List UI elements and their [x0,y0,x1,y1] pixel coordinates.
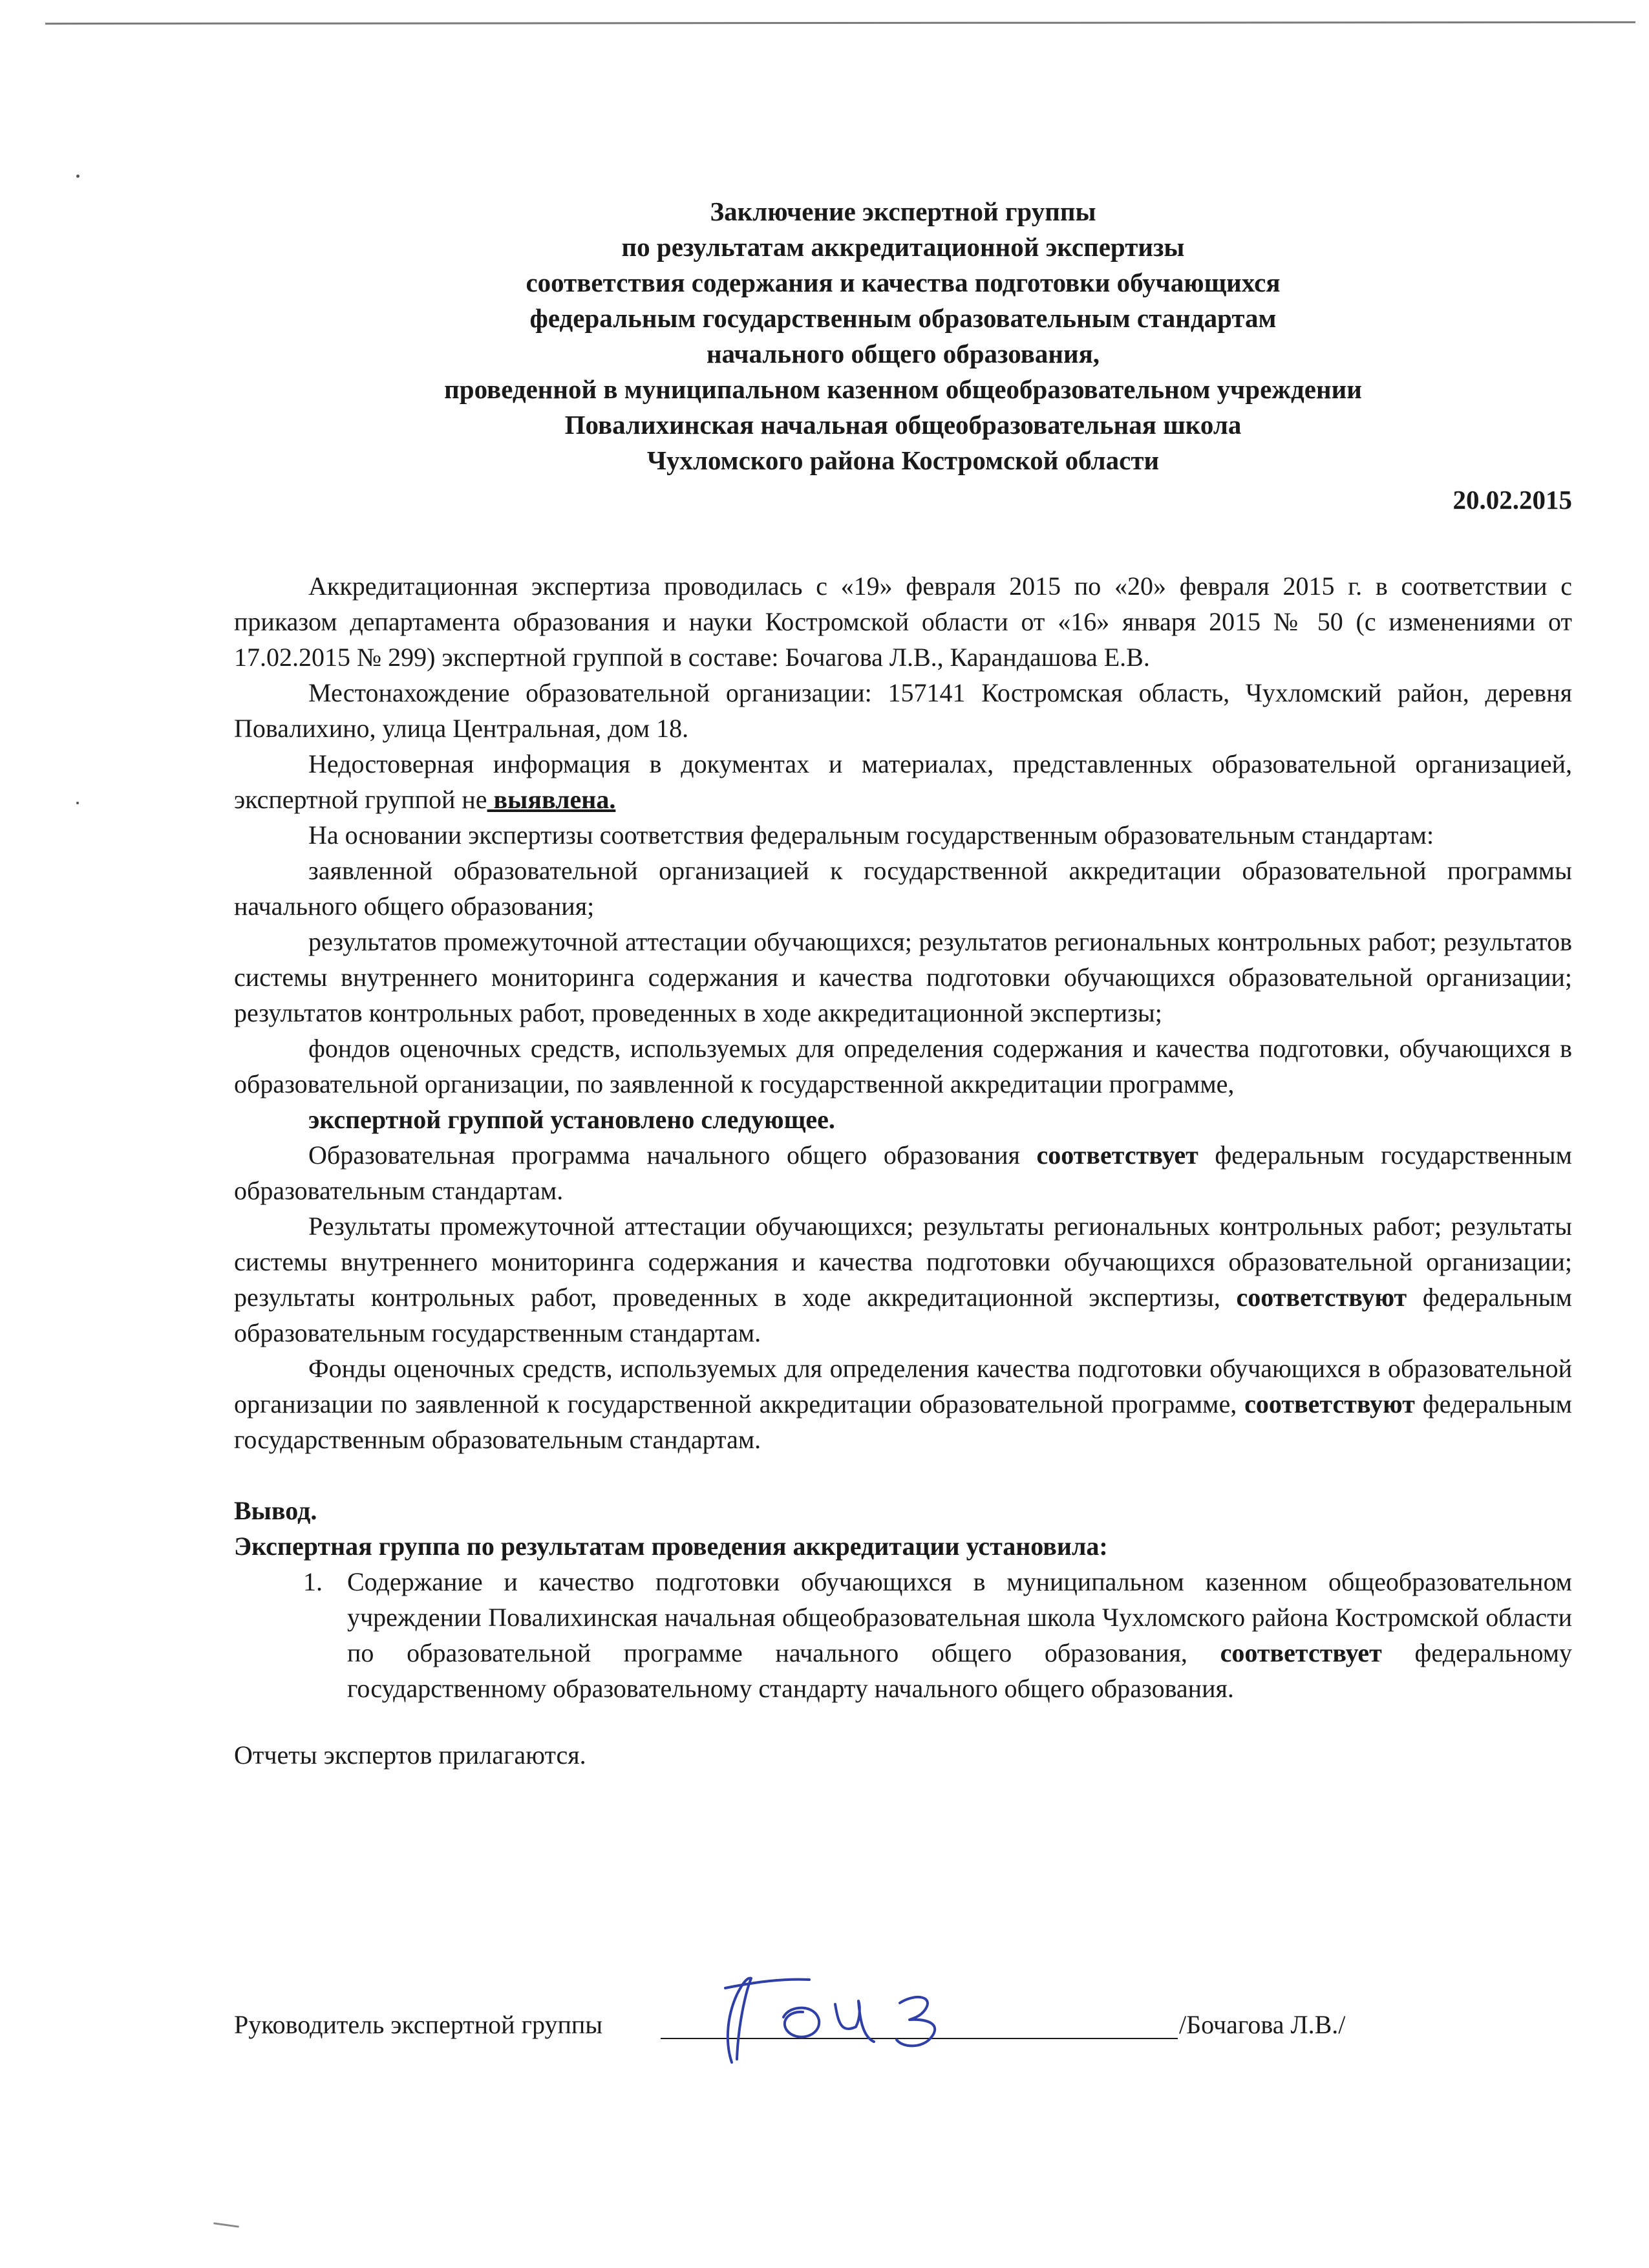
paragraph-text: федеральным государственным образовательным стандартам. [234,1140,1572,1205]
paragraph-text: федеральным образовательным государственным стандартам. [234,1283,1572,1347]
paragraph-text: Недостоверная информация в документах и материалах, представленных образовательной организацией, экспертной группой не [234,749,1572,814]
scan-speck [76,175,80,178]
scan-speck [213,2222,239,2228]
paragraph-program-conformity [234,1137,1572,1208]
emphasis-conforms: соответствует [1036,1140,1198,1170]
paragraph-text: Результаты промежуточной аттестации обучающихся; результаты региональных контрольных работ; результаты системы внутреннего мониторинга содержания и качества подготовки обучающихся образовательной организации; результаты контрольных работ, проведенных в ходе аккредитационной экспертизы, [234,1212,1572,1312]
document-body [234,568,1572,1457]
scan-speck [76,802,79,804]
conclusion-list [234,1564,1572,1706]
document-date: 20.02.2015 [1452,485,1572,515]
signature-label: Руководитель экспертной группы [234,2010,603,2039]
conclusion-subheading: Экспертная группа по результатам проведения аккредитации установила: [234,1532,1108,1561]
emphasis-conform: соответствуют [1244,1389,1415,1418]
handwritten-signature [686,1965,1010,2069]
paragraph-text: Фонды оценочных средств, используемых для определения качества подготовки обучающихся в образовательной организации по заявленной к государственной аккредитации образовательной программе, [234,1354,1572,1418]
title-line: по результатам аккредитационной экспертизы [621,232,1185,262]
conclusion-section [234,1493,1572,1706]
paragraph-accreditation-period: Аккредитационная экспертиза проводилась с «19» февраля 2015 по «20» февраля 2015 г. в соответствии с приказом департамента образования и науки Костромской области от «16» января 2015 № 50 (с изменениями от 17.02.2015 № 299) экспертной группой в составе: Бочагова Л.В., Карандашова Е.В. [234,572,1572,672]
conclusion-text: федеральному государственному образовательному стандарту начального общего образования. [347,1638,1573,1703]
title-line: Чухломского района Костромской области [646,445,1160,475]
paragraph-assessment-funds: фондов оценочных средств, используемых для определения содержания и качества подготовки, обучающихся в образовательной организации, по заявленной к государственной аккредитации программе, [234,1034,1572,1098]
signer-name: /Бочагова Л.В./ [1179,2010,1346,2039]
conclusion-text: Содержание и качество подготовки обучающихся в муниципальном казенном общеобразовательном учреждении Повалихинская начальная общеобразовательная школа Чухломского района Костромской области по образовательной программе начального общего образования, [347,1567,1572,1667]
scan-edge-line [45,21,1635,25]
paragraph-basis: На основании экспертизы соответствия федеральным государственным образовательным стандартам: [308,820,1434,850]
conclusion-item [329,1564,1572,1706]
document-page [234,194,1572,1773]
paragraph-text: федеральным государственным образовательным стандартам. [234,1389,1572,1454]
paragraph-location: Местонахождение образовательной организации: 157141 Костромская область, Чухломский район, деревня Повалихино, улица Центральная, дом 18. [234,678,1572,743]
paragraph-declared-program: заявленной образовательной организацией к государственной аккредитации образовательной программы начального общего образования; [234,856,1572,921]
conclusion-heading: Вывод. [234,1496,317,1525]
emphasis-not-found: выявлена. [487,785,616,814]
document-title [234,194,1572,478]
emphasis-conforms: соответствует [1220,1638,1382,1667]
title-line: Заключение экспертной группы [710,197,1096,226]
title-line: соответствия содержания и качества подготовки обучающихся [526,268,1281,297]
paragraph-unreliable-info [234,746,1572,817]
paragraph-text: Образовательная программа начального общего образования [308,1140,1037,1170]
signature-row [234,1978,1527,2049]
paragraph-funds-conformity [234,1351,1572,1457]
title-line: проведенной в муниципальном казенном общеобразовательном учреждении [444,374,1362,404]
title-line: начального общего образования, [706,339,1100,369]
title-line: Повалихинская начальная общеобразовательная школа [564,410,1242,440]
attachments-note: Отчеты экспертов прилагаются. [234,1740,586,1770]
paragraph-findings-heading: экспертной группой установлено следующее. [308,1105,835,1134]
paragraph-results-conformity [234,1208,1572,1351]
emphasis-conform: соответствуют [1236,1283,1407,1312]
title-line: федеральным государственным образовательным стандартам [529,303,1277,333]
paragraph-attestation-results: результатов промежуточной аттестации обучающихся; результатов региональных контрольных работ; результатов системы внутреннего мониторинга содержания и качества подготовки обучающихся образовательной организации; результатов контрольных работ, проведенных в ходе аккредитационной экспертизы; [234,927,1572,1027]
